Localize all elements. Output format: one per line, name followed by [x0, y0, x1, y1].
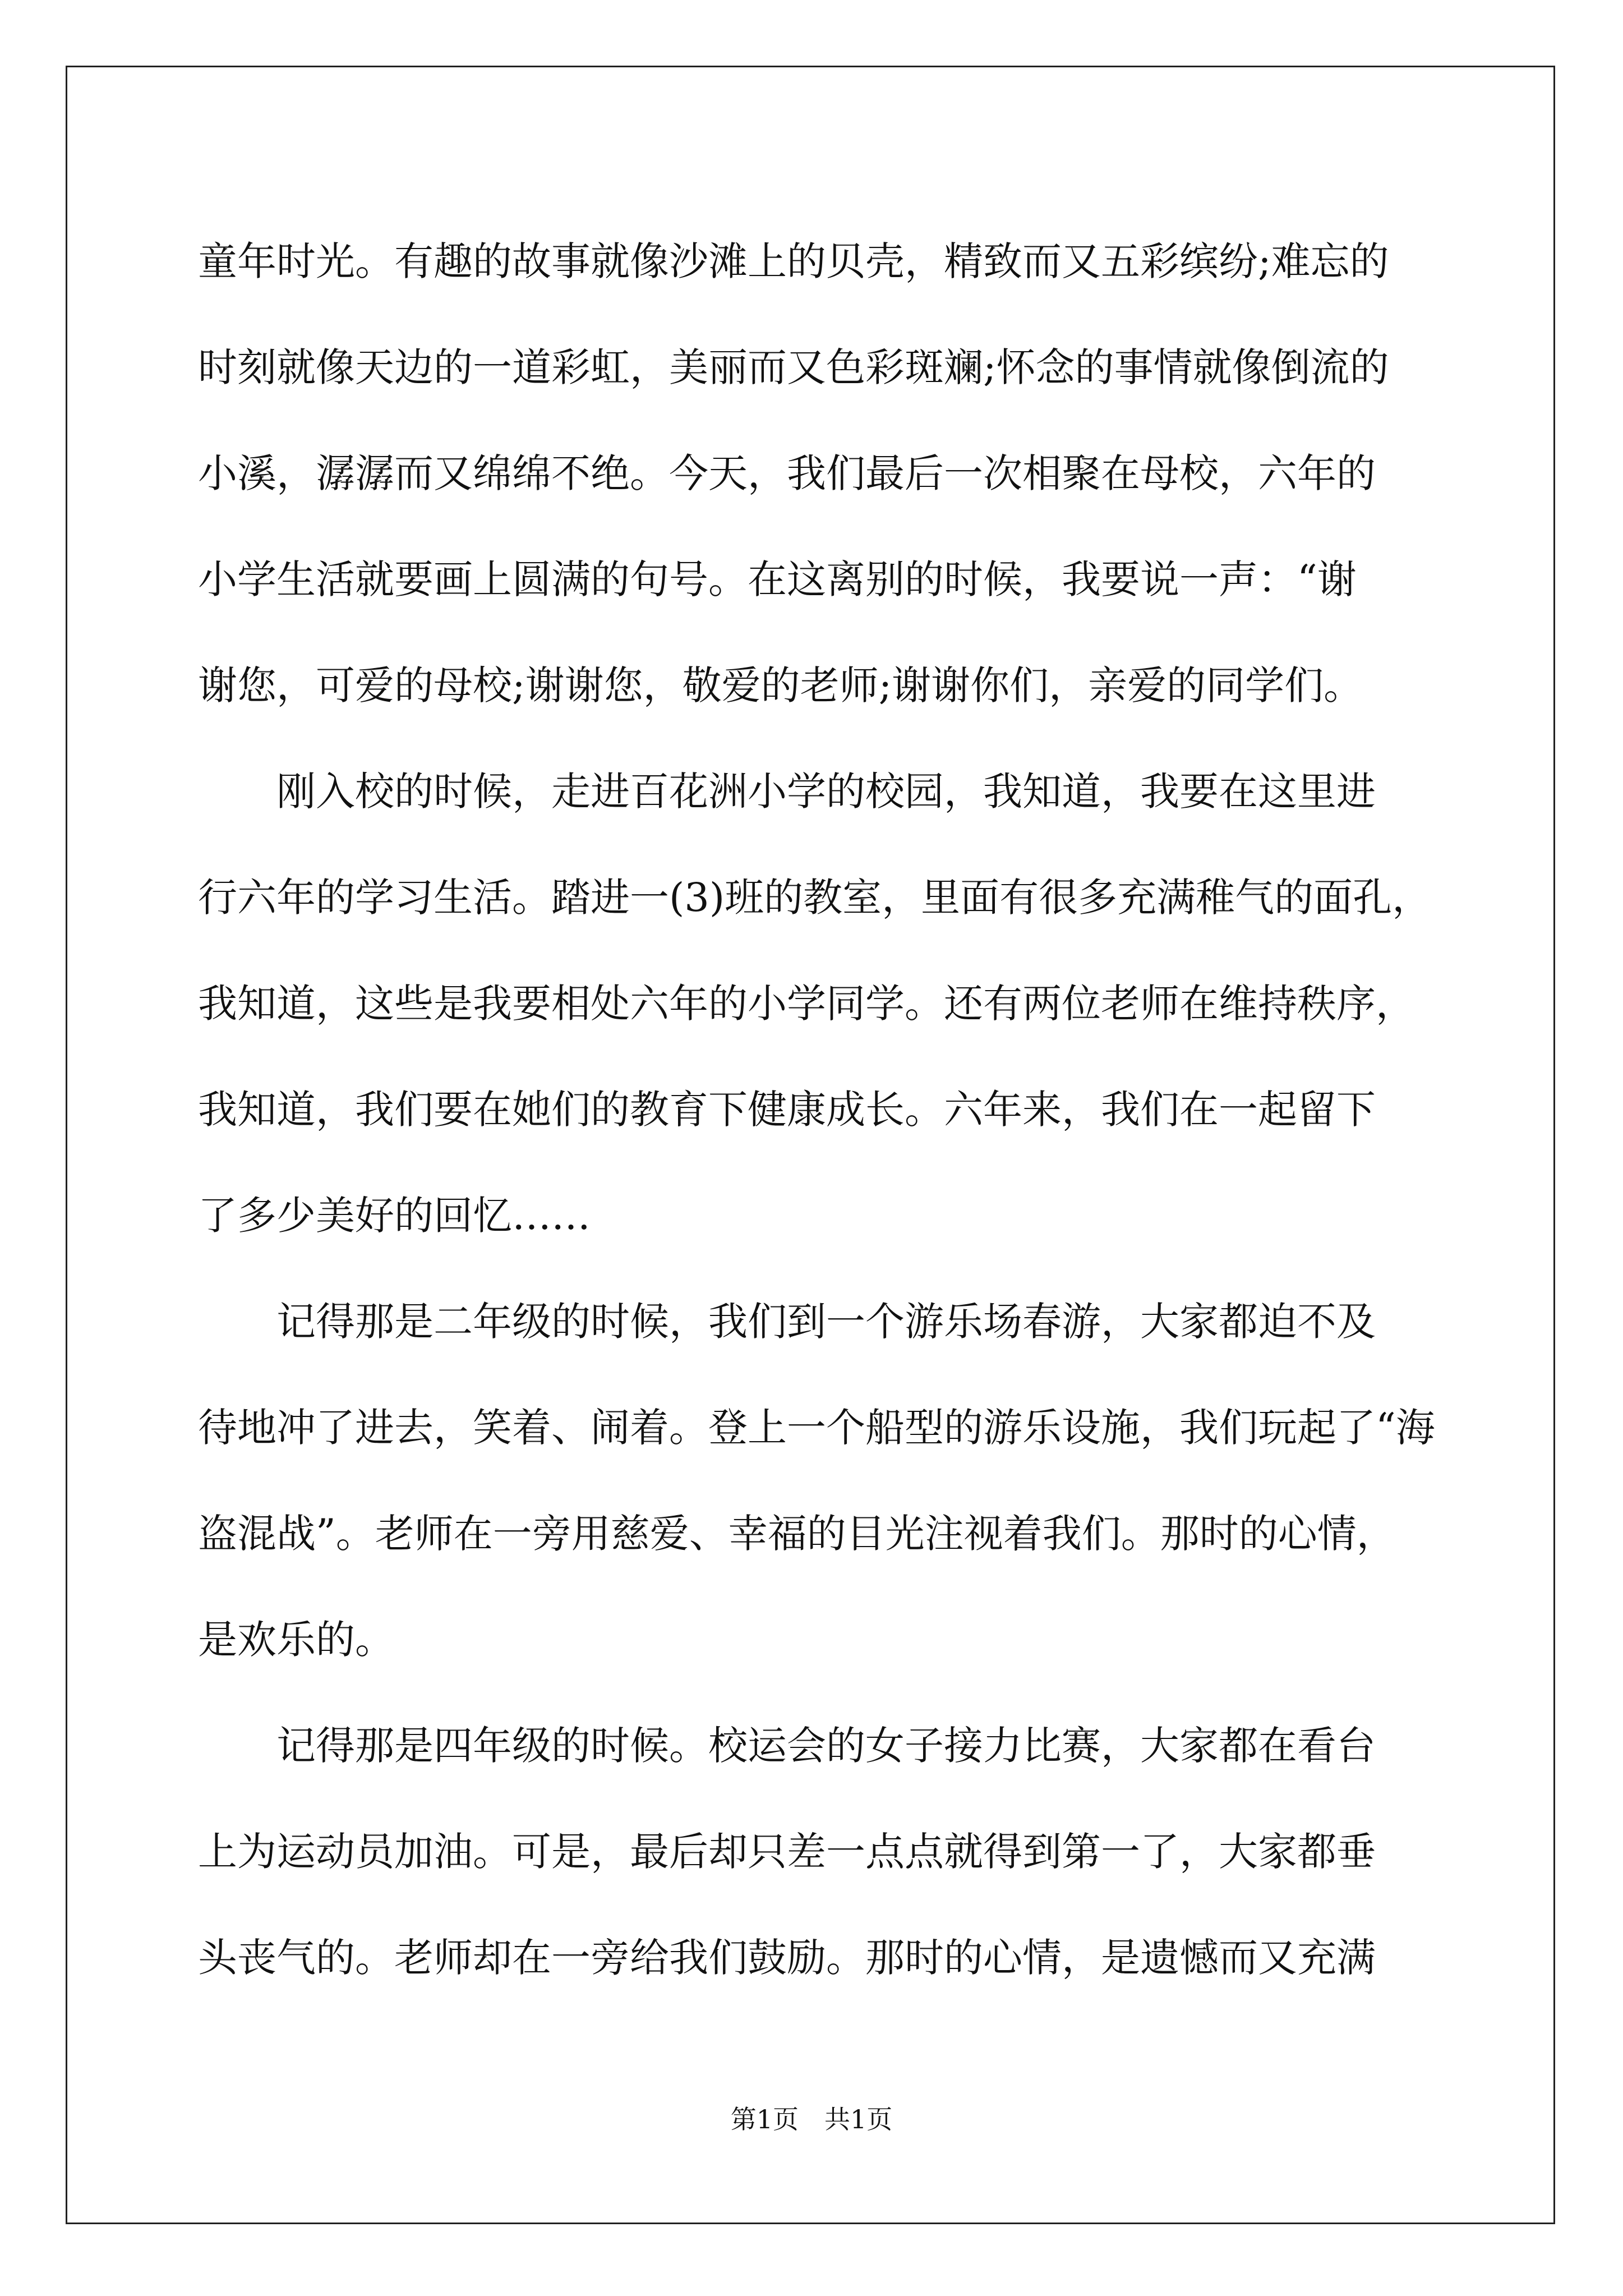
text-line: 时刻就像天边的一道彩虹，美丽而又色彩斑斓;怀念的事情就像倒流的: [198, 344, 1389, 390]
document-body: [198, 209, 1436, 2011]
text-line: 刚入校的时候，走进百花洲小学的校园，我知道，我要在这里进: [198, 769, 1376, 815]
text-line: 记得那是四年级的时候。校运会的女子接力比赛，大家都在看台: [198, 1723, 1376, 1769]
page-number-footer: 第1页 共1页: [730, 2104, 893, 2134]
text-line: 我知道，这些是我要相处六年的小学同学。还有两位老师在维持秩序，: [198, 981, 1415, 1027]
text-line: 记得那是二年级的时候，我们到一个游乐场春游，大家都迫不及: [198, 1299, 1376, 1345]
text-line: 头丧气的。老师却在一旁给我们鼓励。那时的心情，是遗憾而又充满: [198, 1935, 1376, 1981]
text-line: 待地冲了进去，笑着、闹着。登上一个船型的游乐设施，我们玩起了“海: [198, 1405, 1435, 1451]
text-line: 童年时光。有趣的故事就像沙滩上的贝壳，精致而又五彩缤纷;难忘的: [198, 238, 1389, 284]
text-line: 上为运动员加油。可是，最后却只差一点点就得到第一了，大家都垂: [198, 1829, 1376, 1875]
text-line: 行六年的学习生活。踏进一(3)班的教室，里面有很多充满稚气的面孔，: [198, 875, 1432, 921]
text-line: 我知道，我们要在她们的教育下健康成长。六年来，我们在一起留下: [198, 1087, 1376, 1133]
text-line: 盗混战”。老师在一旁用慈爱、幸福的目光注视着我们。那时的心情，: [198, 1511, 1396, 1557]
text-line: 小溪，潺潺而又绵绵不绝。今天，我们最后一次相聚在母校，六年的: [198, 450, 1376, 496]
text-line: 了多少美好的回忆……: [198, 1193, 591, 1239]
text-line: 是欢乐的。: [198, 1617, 394, 1663]
text-line: 小学生活就要画上圆满的句号。在这离别的时候，我要说一声：“谢: [198, 556, 1357, 602]
text-line: 谢您，可爱的母校;谢谢您，敬爱的老师;谢谢你们，亲爱的同学们。: [198, 662, 1363, 708]
